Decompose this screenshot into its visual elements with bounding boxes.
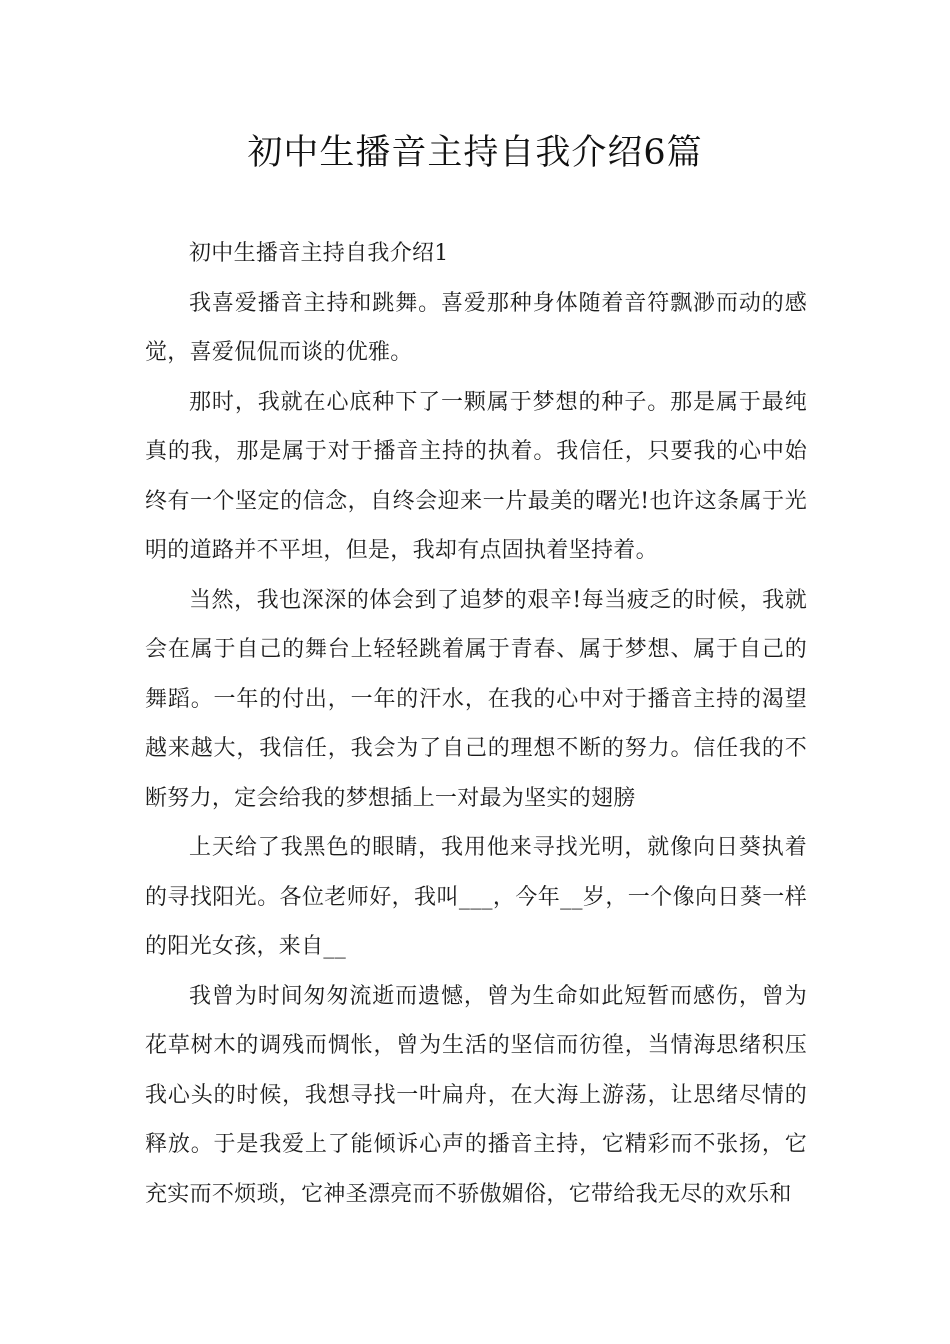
- section-heading: 初中生播音主持自我介绍1: [189, 241, 449, 266]
- paragraph-3: 当然，我也深深的体会到了追梦的艰辛!每当疲乏的时候，我就会在属于自己的舞台上轻轻跳着属于青春、属于梦想、属于自己的舞蹈。一年的付出，一年的汗水，在我的心中对于播音主持的渴望越来越大，我信任，我会为了自己的理想不断的努力。信任我的不断努力，定会给我的梦想插上一对最为坚实的翅膀: [145, 587, 807, 811]
- paragraph-4: 上天给了我黑色的眼睛，我用他来寻找光明，就像向日葵执着的寻找阳光。各位老师好，我叫___，今年__岁，一个像向日葵一样的阳光女孩，来自__: [145, 835, 807, 959]
- paragraph-5: 我曾为时间匆匆流逝而遗憾，曾为生命如此短暂而感伤，曾为花草树木的调残而惆怅，曾为生活的坚信而彷徨，当情海思绪积压我心头的时候，我想寻找一叶扁舟，在大海上游荡，让思绪尽情的释放。于是我爱上了能倾诉心声的播音主持，它精彩而不张扬，它充实而不烦琐，它神圣漂亮而不骄傲媚俗，它带给我无尽的欢乐和: [145, 983, 807, 1207]
- paragraph-1: 我喜爱播音主持和跳舞。喜爱那种身体随着音符飘渺而动的感觉，喜爱侃侃而谈的优雅。: [145, 290, 807, 365]
- document-title: 初中生播音主持自我介绍6篇: [247, 133, 703, 173]
- document-body: [145, 229, 807, 1219]
- paragraph-2: 那时，我就在心底种下了一颗属于梦想的种子。那是属于最纯真的我，那是属于对于播音主持的执着。我信任，只要我的心中始终有一个坚定的信念，自终会迎来一片最美的曙光!也许这条属于光明的道路并不平坦，但是，我却有点固执着坚持着。: [145, 389, 807, 563]
